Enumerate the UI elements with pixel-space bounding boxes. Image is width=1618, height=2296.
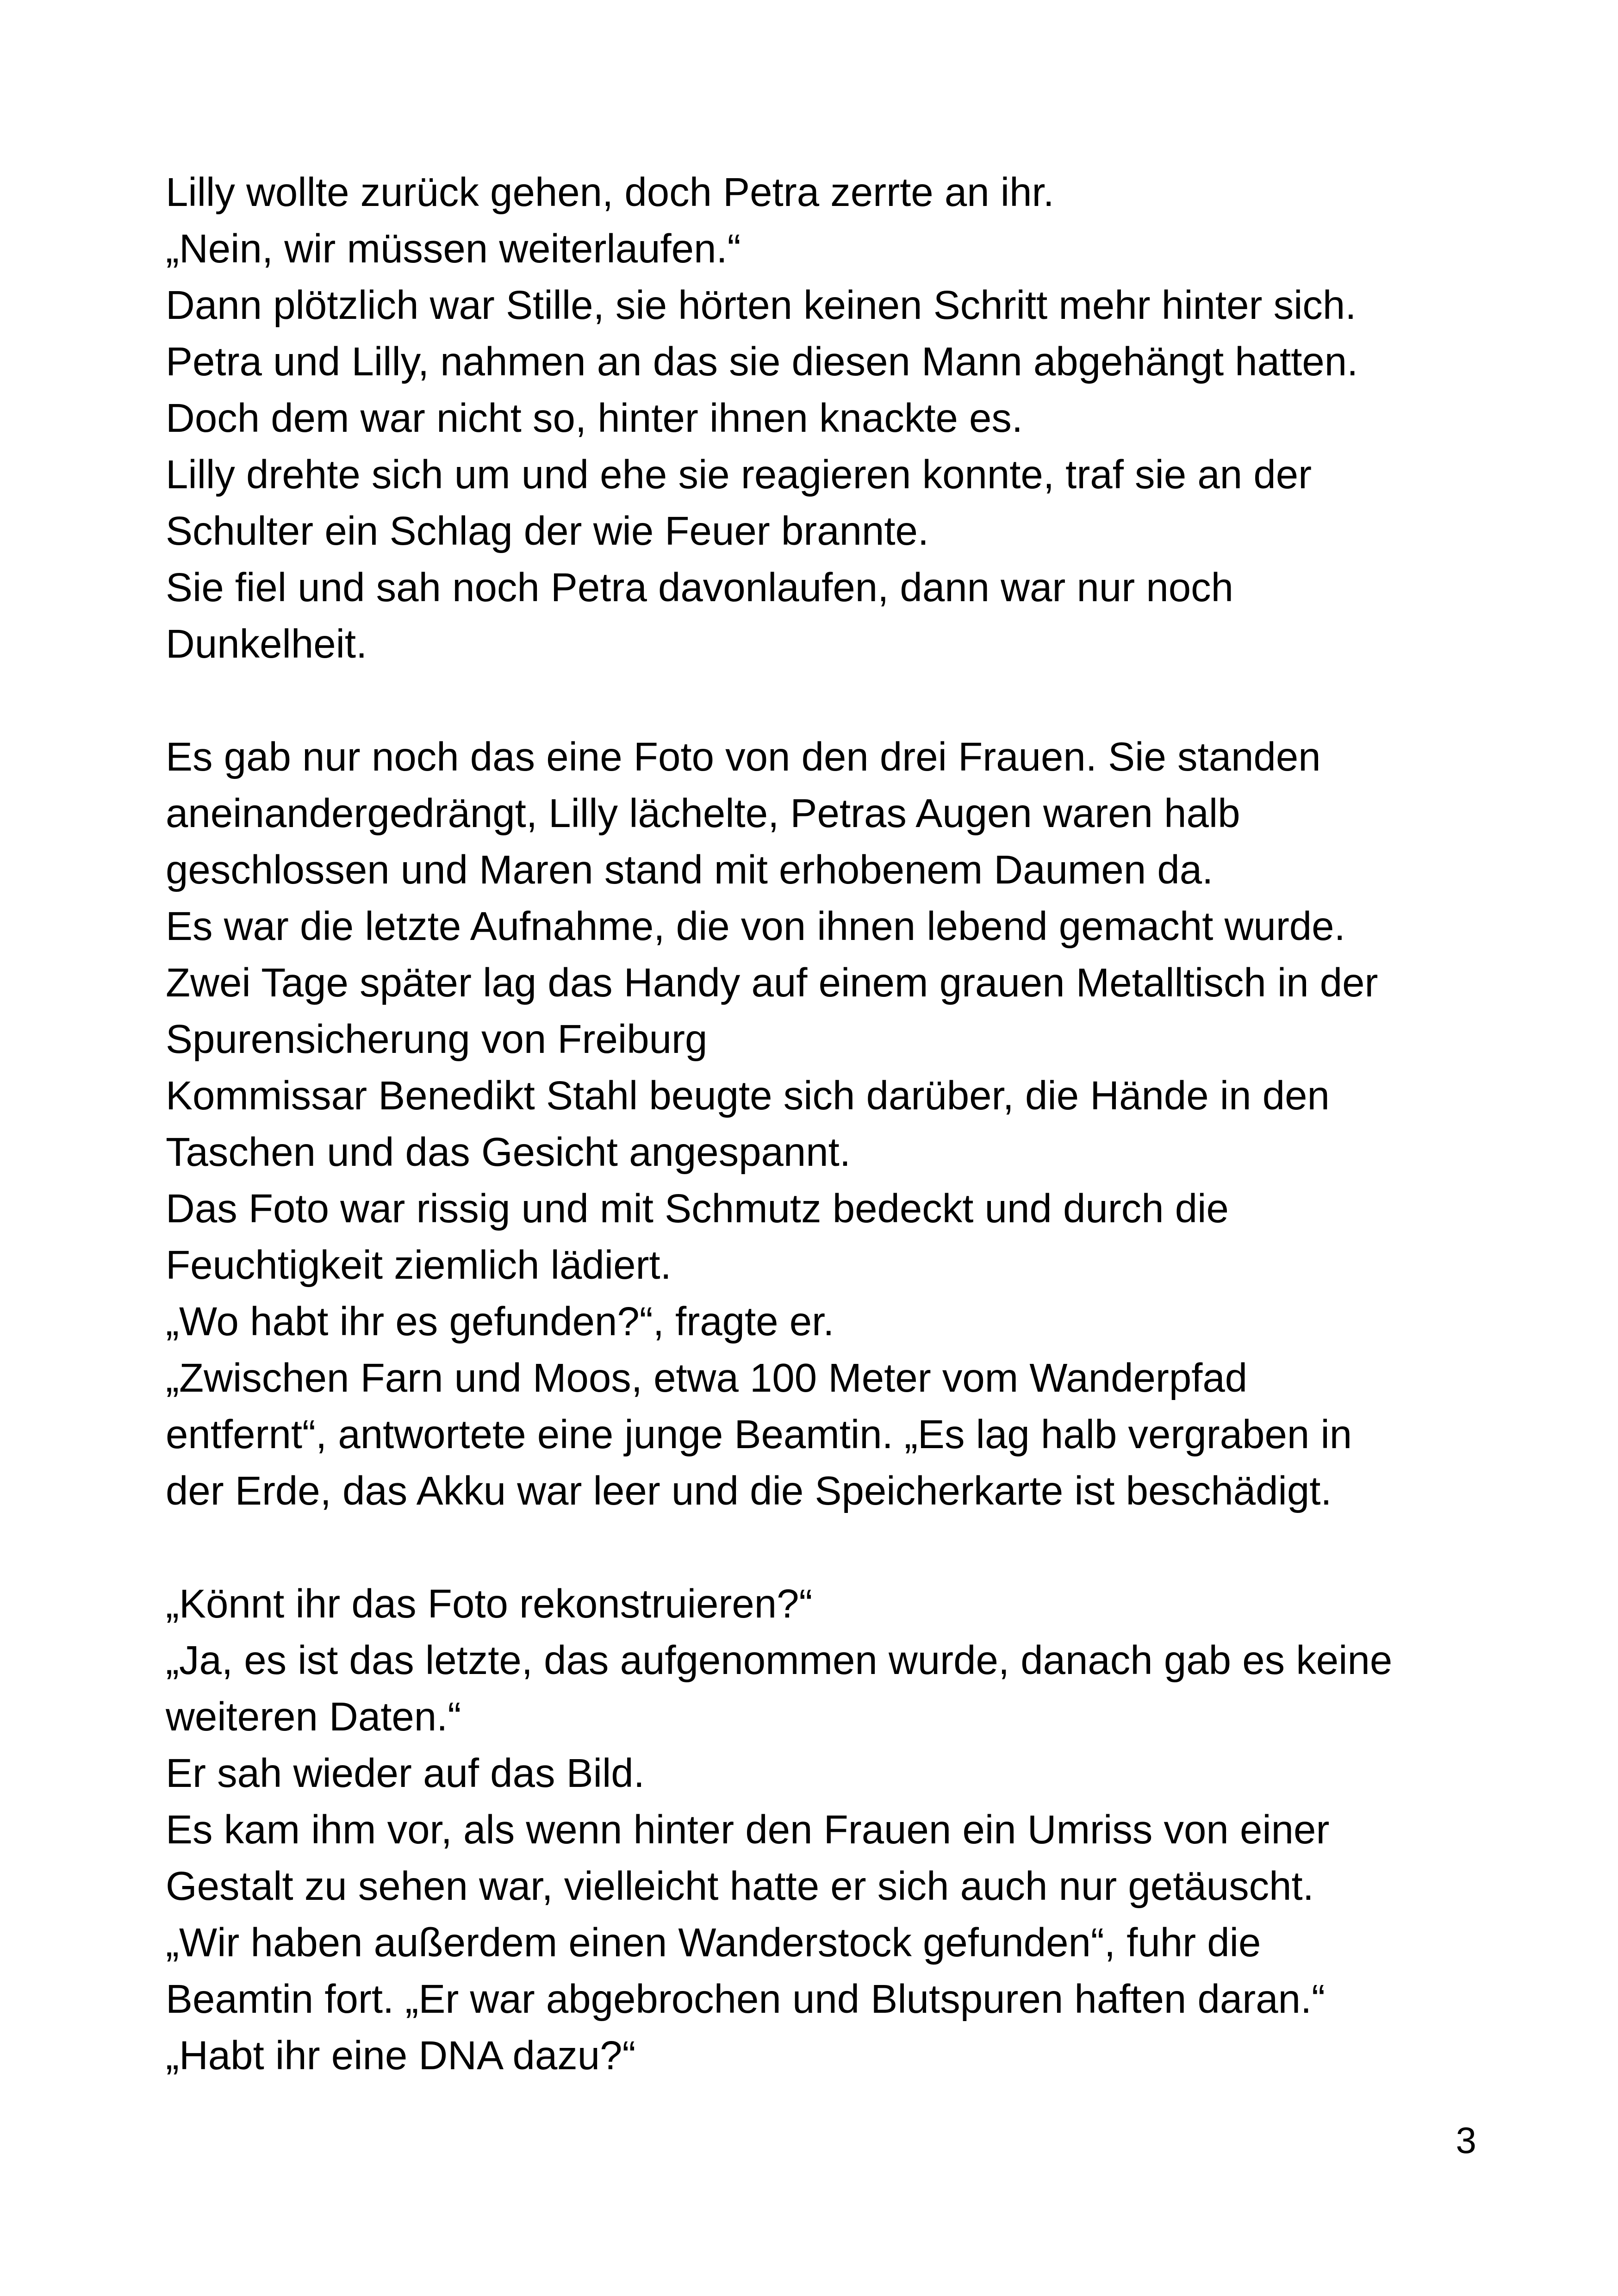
body-text — [166, 164, 1489, 2084]
text-line: aneinandergedrängt, Lilly lächelte, Petras Augen waren halb — [166, 791, 1240, 836]
text-line: Petra und Lilly, nahmen an das sie diesen Mann abgehängt hatten. — [166, 339, 1358, 384]
text-line: „Wo habt ihr es gefunden?“, fragte er. — [166, 1299, 834, 1344]
text-line: „Wir haben außerdem einen Wanderstock gefunden“, fuhr die — [166, 1920, 1261, 1965]
page-number: 3 — [1456, 2120, 1476, 2161]
text-line: weiteren Daten.“ — [166, 1694, 461, 1739]
text-line: „Zwischen Farn und Moos, etwa 100 Meter vom Wanderpfad — [166, 1356, 1248, 1400]
text-line: „Habt ihr eine DNA dazu?“ — [166, 2033, 636, 2078]
paragraph-3 — [166, 1576, 1489, 2084]
text-line: „Ja, es ist das letzte, das aufgenommen wurde, danach gab es keine — [166, 1638, 1393, 1683]
paragraph-spacer — [166, 672, 1489, 729]
text-line: Es war die letzte Aufnahme, die von ihnen lebend gemacht wurde. — [166, 904, 1345, 949]
text-line: Beamtin fort. „Er war abgebrochen und Blutspuren haften daran.“ — [166, 1977, 1326, 2022]
text-line: Es kam ihm vor, als wenn hinter den Frauen ein Umriss von einer — [166, 1807, 1330, 1852]
text-line: geschlossen und Maren stand mit erhobenem Daumen da. — [166, 847, 1214, 892]
paragraph-2 — [166, 729, 1489, 1519]
text-line: Lilly wollte zurück gehen, doch Petra zerrte an ihr. — [166, 170, 1054, 215]
text-line: Doch dem war nicht so, hinter ihnen knackte es. — [166, 396, 1023, 441]
text-line: Dann plötzlich war Stille, sie hörten keinen Schritt mehr hinter sich. — [166, 283, 1357, 328]
text-line: Spurensicherung von Freiburg — [166, 1017, 708, 1062]
paragraph-1 — [166, 164, 1489, 672]
text-line: Schulter ein Schlag der wie Feuer brannte. — [166, 509, 929, 554]
text-line: „Nein, wir müssen weiterlaufen.“ — [166, 226, 741, 271]
text-line: Kommissar Benedikt Stahl beugte sich darüber, die Hände in den — [166, 1073, 1330, 1118]
text-line: Es gab nur noch das eine Foto von den drei Frauen. Sie standen — [166, 734, 1321, 779]
text-line: Feuchtigkeit ziemlich lädiert. — [166, 1243, 672, 1288]
text-line: der Erde, das Akku war leer und die Speicherkarte ist beschädigt. — [166, 1468, 1332, 1513]
paragraph-spacer — [166, 1519, 1489, 1576]
text-line: Er sah wieder auf das Bild. — [166, 1751, 645, 1796]
text-line: Das Foto war rissig und mit Schmutz bedeckt und durch die — [166, 1186, 1229, 1231]
text-line: Zwei Tage später lag das Handy auf einem grauen Metalltisch in der — [166, 960, 1378, 1005]
text-line: Sie fiel und sah noch Petra davonlaufen, dann war nur noch — [166, 565, 1234, 610]
text-line: Taschen und das Gesicht angespannt. — [166, 1130, 851, 1175]
text-line: Lilly drehte sich um und ehe sie reagieren konnte, traf sie an der — [166, 452, 1312, 497]
text-line: Gestalt zu sehen war, vielleicht hatte er sich auch nur getäuscht. — [166, 1864, 1314, 1909]
text-line: „Könnt ihr das Foto rekonstruieren?“ — [166, 1581, 813, 1626]
text-line: entfernt“, antwortete eine junge Beamtin. „Es lag halb vergraben in — [166, 1412, 1352, 1457]
text-line: Dunkelheit. — [166, 622, 367, 666]
